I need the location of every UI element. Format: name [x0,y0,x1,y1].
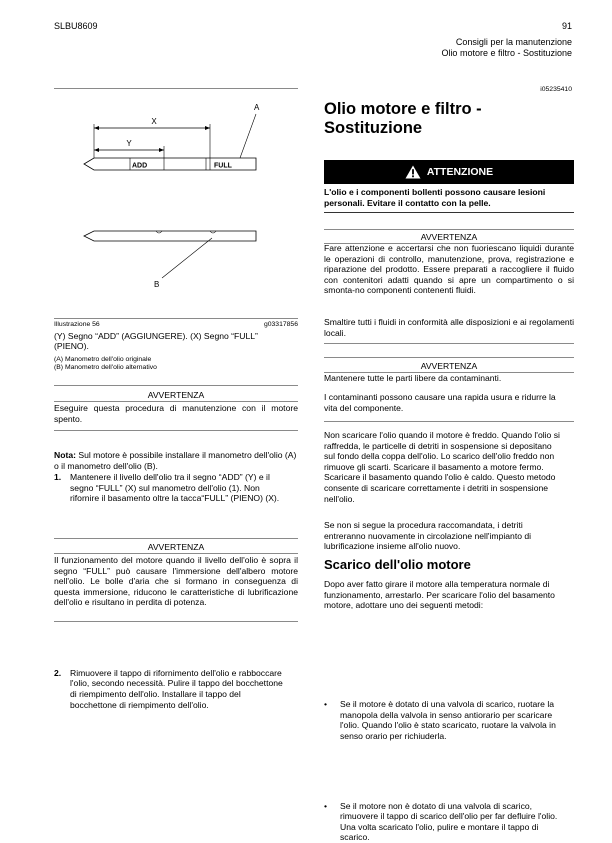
warning3-top-rule [324,229,574,230]
section-line-1: Consigli per la manutenzione [455,37,572,47]
mark-full: FULL [214,162,232,170]
warning4-title: AVVERTENZA [420,361,478,371]
bullet-symbol: • [324,800,328,811]
warning1-top-rule [54,385,298,386]
section-title [441,37,572,59]
warning4-text: Mantenere tutte le parti libere da contaminanti. [324,373,502,383]
warning1-text: Eseguire questa procedura di manutenzione con il motore spento. [54,403,298,424]
warning1-bottom-rule [54,430,298,431]
warning2-text: Il funzionamento del motore quando il livello dell'olio è sopra il segno “FULL” può causare l'immersione dell'albero motore nell'olio. Le bolle d'aria che si formano in conseguenza di questa immersione, riducono le caratteristiche di lubrificazione dell'olio e risultano in perdita di potenza. [54,555,298,608]
page-number: 91 [561,21,572,31]
warning1-title: AVVERTENZA [147,390,205,400]
step-2-text: Rimuovere il tappo di rifornimento dell'olio e rabboccare l'olio, secondo necessità. Pulire il tappo del bocchettone di riempimento dell'olio. Installare il tappo del bocchettone di riempimento dell'olio. [70,667,283,710]
legend-a: (A) Manometro dell'olio originale [54,356,152,363]
step-1 [54,472,290,504]
oil-dipstick-illustration [80,100,280,300]
reference-code: i05235410 [540,86,572,93]
warning2-title: AVVERTENZA [147,542,205,552]
warning2-bottom-rule [54,621,298,622]
danger-banner [324,160,574,184]
warning1-mid-rule [54,401,298,402]
warning4-text-2: I contaminanti possono causare una rapida usura e ridurre la vita del componente. [324,392,556,413]
warning-triangle-icon [405,165,421,179]
bullet-symbol: • [324,699,328,710]
step-2-number: 2. [54,667,62,678]
illustration-divider [54,318,298,319]
paragraph-procedure: Se non si segue la procedura raccomandata, i detriti entreranno nuovamente in circolazione nell'impianto di lubrificazione insieme all'olio nuovo. [324,520,532,552]
paragraph-cold-oil: Non scaricare l'olio quando il motore è freddo. Quando l'olio si raffredda, le particelle di detriti in sospensione si depositano sul fondo della coppa dell'olio. Lo scarico dell'olio freddo non rimuove gli scarti. Scaricare il basamento a motore fermo. Scaricare il basamento quando l'olio è caldo. Questo metodo consente di scaricare correttamente i detriti in sospensione nell'olio. [324,430,560,504]
step-1-number: 1. [54,472,62,482]
warning3-bottom-rule [324,343,574,344]
illustration-code: g03317856 [263,321,298,328]
label-y: Y [126,139,132,148]
paragraph-drain-intro: Dopo aver fatto girare il motore alla temperatura normale di funzionamento, arrestarlo. Per scaricare l'olio del basamento motore, adottare uno dei seguenti metodi: [324,579,555,611]
bullet-item-plug [324,801,568,843]
illustration-caption: (Y) Segno “ADD” (AGGIUNGERE). (X) Segno “FULL” (PIENO). [54,331,258,352]
subsection-heading: Scarico dell'olio motore [324,557,471,572]
warning4-bottom-rule [324,421,574,422]
danger-bottom-rule [324,212,574,213]
note-text: Sul motore è possibile installare il manometro dell'olio (A) o il manometro dell'olio (B). [54,450,297,471]
step-2 [54,668,284,710]
top-divider-left [54,88,298,89]
section-line-2: Olio motore e filtro - Sostituzione [441,48,572,58]
mark-add: ADD [132,162,148,170]
label-x: X [151,117,157,126]
step-1-text: Mantenere il livello dell'olio tra il segno “ADD” (Y) e il segno “FULL” (X) sul manometro dell'olio (1). Non rifornire il basamento oltre la tacca“FULL” (PIENO) (X). [70,472,280,504]
label-b: B [154,280,160,289]
warning2-mid-rule [54,553,298,554]
legend-b: (B) Manometro dell'olio alternativo [54,364,157,372]
note [54,450,298,471]
label-a: A [254,103,260,112]
warning4-top-rule [324,357,574,358]
danger-text: L'olio e i componenti bollenti possono causare lesioni personali. Evitare il contatto con la pelle. [324,187,546,208]
danger-label: ATTENZIONE [426,165,494,178]
section-heading: Olio motore e filtro - Sostituzione [324,100,482,137]
doc-code: SLBU8609 [54,21,98,31]
dipstick-b [84,231,256,241]
bullet-plug-text: Se il motore non è dotato di una valvola di scarico, rimuovere il tappo di scarico dell'olio per far defluire l'olio. Una volta scaricato l'olio, pulire e montare il tappo di scarico. [340,800,558,843]
bullet-item-valve [324,699,568,741]
warning3-title: AVVERTENZA [420,232,478,242]
warning3-text-2: Smaltire tutti i fluidi in conformità alle disposizioni e ai regolamenti locali. [324,317,574,338]
note-label: Nota: [54,450,76,460]
illustration-number: Illustrazione 56 [54,321,100,328]
warning2-top-rule [54,538,298,539]
warning3-text: Fare attenzione e accertarsi che non fuoriescano liquidi durante le operazioni di controllo, manutenzione, prova, registrazione e riparazione del prodotto. Essere preparati a raccogliere il fluido con contenitori adatti quando si apre un compartimento o si smonta-no componenti contenenti fluidi. [324,243,574,296]
illustration-caption-line [54,321,298,329]
illustration-legend [54,356,298,373]
bullet-valve-text: Se il motore è dotato di una valvola di scarico, ruotare la manopola della valvola in senso antiorario per scaricare l'olio. Quando l'olio è stato scaricato, ruotare la valvola in senso orario per richiuderla. [340,699,556,741]
